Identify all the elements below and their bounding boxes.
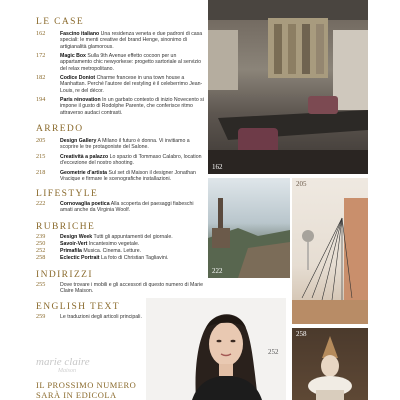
entry-title: Design Gallery bbox=[60, 138, 97, 144]
toc-entry[interactable] bbox=[36, 138, 204, 151]
interior-illustration bbox=[208, 0, 368, 174]
entry-desc: Sul set di Maison il designer Jonathan Vracique e firmare le scenografiche installazioni. bbox=[60, 170, 196, 183]
installation-photo[interactable] bbox=[292, 178, 368, 324]
page-number: 194 bbox=[36, 96, 46, 103]
entry-desc: Charme francese in una town house a Manhattan. Perché l'autore del restyling è il celeberrimo Jean-Louis, re del décor. bbox=[60, 75, 203, 94]
interior-photo[interactable] bbox=[208, 0, 368, 174]
entry-title: Eclectic Portrait bbox=[60, 255, 100, 261]
entry-desc: Lo spazio di Tommaso Calabro, location d'eccezione del nostro shooting. bbox=[60, 154, 202, 167]
page-number: 252 bbox=[36, 247, 46, 254]
toc-entry[interactable] bbox=[36, 201, 204, 214]
toc-entry[interactable] bbox=[36, 154, 204, 167]
page-number: 222 bbox=[36, 200, 46, 207]
entry-desc: Sulla 9th Avenue effetto cocoon per un appartamento chic newyorkese: progetto sartoriale al servizio del relax metropolitano. bbox=[60, 53, 201, 72]
toc-entry[interactable] bbox=[36, 241, 204, 247]
toc-entry[interactable] bbox=[36, 282, 204, 295]
entry-title: Codice Doniot bbox=[60, 75, 96, 81]
entry-desc: La foto di Christian Tagliavini. bbox=[99, 255, 169, 261]
entry-title: Fascino italiano bbox=[60, 31, 100, 37]
photo-page-number: 252 bbox=[268, 348, 279, 356]
entry-desc: Una residenza veneta e due padroni di casa speciali: le menti creative del brand Henge, sinonimo di artigianalità glamorous. bbox=[60, 31, 203, 50]
eclectic-photo[interactable] bbox=[292, 328, 368, 400]
page-number: 259 bbox=[36, 313, 46, 320]
next-issue-line2: SARÀ IN EDICOLA bbox=[36, 389, 117, 400]
entry-desc: Dove trovare i mobili e gli accessori di questo numero di Marie Claire Maison. bbox=[60, 282, 204, 295]
section-title-le-case: LE CASE bbox=[36, 17, 85, 27]
entry-title: Paris rénovation bbox=[60, 97, 101, 103]
entry-title: Design Week bbox=[60, 234, 93, 240]
photo-page-number: 258 bbox=[296, 330, 307, 338]
page-number: 239 bbox=[36, 233, 46, 240]
toc-entry[interactable] bbox=[36, 31, 204, 50]
section-title-indirizzi: INDIRIZZI bbox=[36, 270, 93, 280]
page-number: 218 bbox=[36, 169, 46, 176]
cornwall-illustration bbox=[208, 178, 290, 278]
entry-desc: Incantesimo vegetale. bbox=[87, 241, 140, 247]
toc-entry[interactable] bbox=[36, 53, 204, 72]
photo-page-number: 205 bbox=[296, 180, 307, 188]
portrait-illustration bbox=[146, 298, 286, 400]
page-number: 215 bbox=[36, 153, 46, 160]
toc-entry[interactable] bbox=[36, 75, 204, 94]
photo-page-number: 222 bbox=[212, 267, 223, 275]
installation-illustration bbox=[292, 178, 368, 324]
entry-desc: Le traduzioni degli articoli principali. bbox=[60, 314, 142, 320]
section-title-lifestyle: LIFESTYLE bbox=[36, 189, 99, 199]
magazine-logo: marie claire bbox=[36, 356, 90, 368]
entry-title: Primafila bbox=[60, 248, 82, 254]
cornwall-photo[interactable] bbox=[208, 178, 290, 278]
toc-entry[interactable] bbox=[36, 170, 204, 183]
page-number: 162 bbox=[36, 30, 46, 37]
entry-desc: Musica. Cinema. Letture. bbox=[81, 248, 142, 254]
eclectic-illustration bbox=[292, 328, 368, 400]
page-number: 258 bbox=[36, 254, 46, 261]
toc-entry[interactable] bbox=[36, 234, 204, 240]
portrait-photo[interactable] bbox=[146, 298, 286, 400]
page-number: 205 bbox=[36, 137, 46, 144]
next-issue-notice bbox=[36, 381, 136, 400]
entry-desc: In un garbato contesto di inizio Novecento si impone il gusto di Rodolphe Parente, che conferisce ritmo attraverso audaci contrasti. bbox=[60, 97, 204, 116]
entry-title: Geometrie d'artista bbox=[60, 170, 108, 176]
entry-desc: Alla scoperta dei paesaggi fiabeschi amati anche da Virginia Woolf. bbox=[60, 201, 194, 214]
next-issue-line1: IL PROSSIMO NUMERO bbox=[36, 380, 137, 390]
entry-title: Magic Box bbox=[60, 53, 86, 59]
section-title-arredo: ARREDO bbox=[36, 124, 84, 134]
section-title-rubriche: RUBRICHE bbox=[36, 222, 96, 232]
entry-title: Savoir-Vert bbox=[60, 241, 88, 247]
photo-page-number: 162 bbox=[212, 163, 223, 171]
section-title-english-text: ENGLISH TEXT bbox=[36, 302, 120, 312]
page-number: 182 bbox=[36, 74, 46, 81]
page-number: 250 bbox=[36, 240, 46, 247]
entry-desc: A Milano il futuro è donna. Vi invitiamo a scoprire le tre protagoniste del Salone. bbox=[60, 138, 190, 151]
entry-title: Cornovaglia poetica bbox=[60, 201, 110, 207]
entry-title: Creatività a palazzo bbox=[60, 154, 109, 160]
toc-entry[interactable] bbox=[36, 248, 204, 254]
toc-entry[interactable] bbox=[36, 255, 204, 261]
page-number: 255 bbox=[36, 281, 46, 288]
page-number: 172 bbox=[36, 52, 46, 59]
toc-entry[interactable] bbox=[36, 97, 204, 116]
magazine-logo-sub: Maison bbox=[58, 368, 76, 374]
entry-desc: Tutti gli appuntamenti del giornale. bbox=[92, 234, 173, 240]
